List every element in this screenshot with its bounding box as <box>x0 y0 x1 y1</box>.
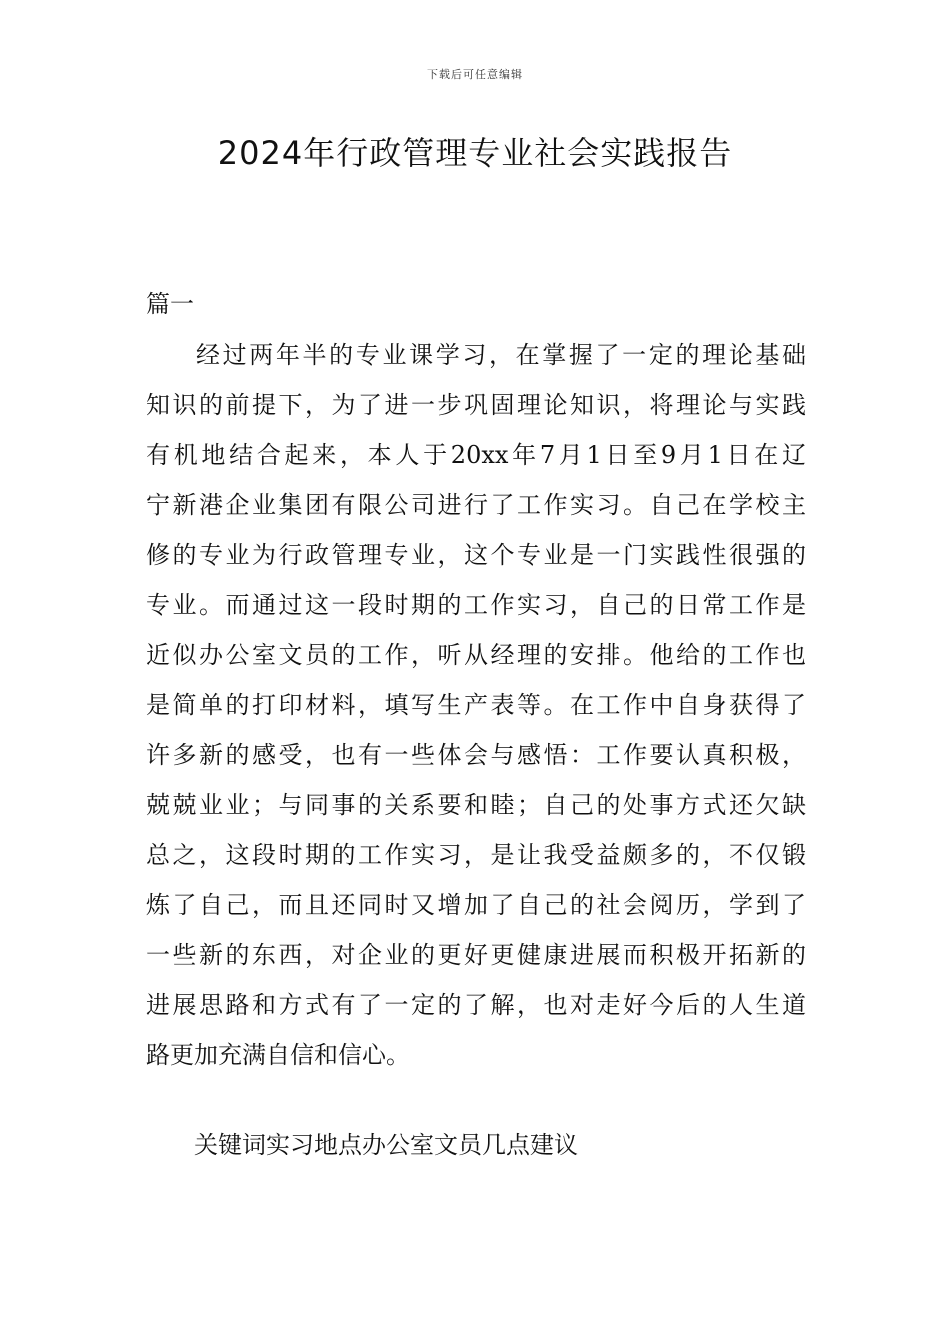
body-line: 路更加充满自信和信心。 <box>146 1041 410 1069</box>
body-line: 许多新的感受，也有一些体会与感悟：工作要认真积极， <box>146 741 806 769</box>
body-line: 经过两年半的专业课学习，在掌握了一定的理论基础 <box>196 341 806 369</box>
body-line: 总之，这段时期的工作实习，是让我受益颇多的，不仅锻 <box>146 841 806 869</box>
body-line: 专业。而通过这一段时期的工作实习，自己的日常工作是 <box>146 591 806 619</box>
body-line: 有机地结合起来，本人于20xx年7月1日至9月1日在辽 <box>146 441 806 469</box>
body-line: 宁新港企业集团有限公司进行了工作实习。自己在学校主 <box>146 491 806 519</box>
body-line: 近似办公室文员的工作，听从经理的安排。他给的工作也 <box>146 641 806 669</box>
header-note: 下载后可任意编辑 <box>427 68 523 81</box>
document-title: 2024年行政管理专业社会实践报告 <box>217 134 733 172</box>
body-line: 一些新的东西，对企业的更好更健康进展而积极开拓新的 <box>146 941 806 969</box>
keywords-line: 关键词实习地点办公室文员几点建议 <box>194 1131 578 1159</box>
body-line: 修的专业为行政管理专业，这个专业是一门实践性很强的 <box>146 541 806 569</box>
body-line: 是简单的打印材料，填写生产表等。在工作中自身获得了 <box>146 691 806 719</box>
section-label: 篇一 <box>146 290 194 318</box>
body-line: 兢兢业业；与同事的关系要和睦；自己的处事方式还欠缺 <box>146 791 806 819</box>
body-line: 炼了自己，而且还同时又增加了自己的社会阅历，学到了 <box>146 891 806 919</box>
body-paragraph <box>146 330 806 1080</box>
body-line: 知识的前提下，为了进一步巩固理论知识，将理论与实践 <box>146 391 806 419</box>
body-line: 进展思路和方式有了一定的了解，也对走好今后的人生道 <box>146 991 806 1019</box>
